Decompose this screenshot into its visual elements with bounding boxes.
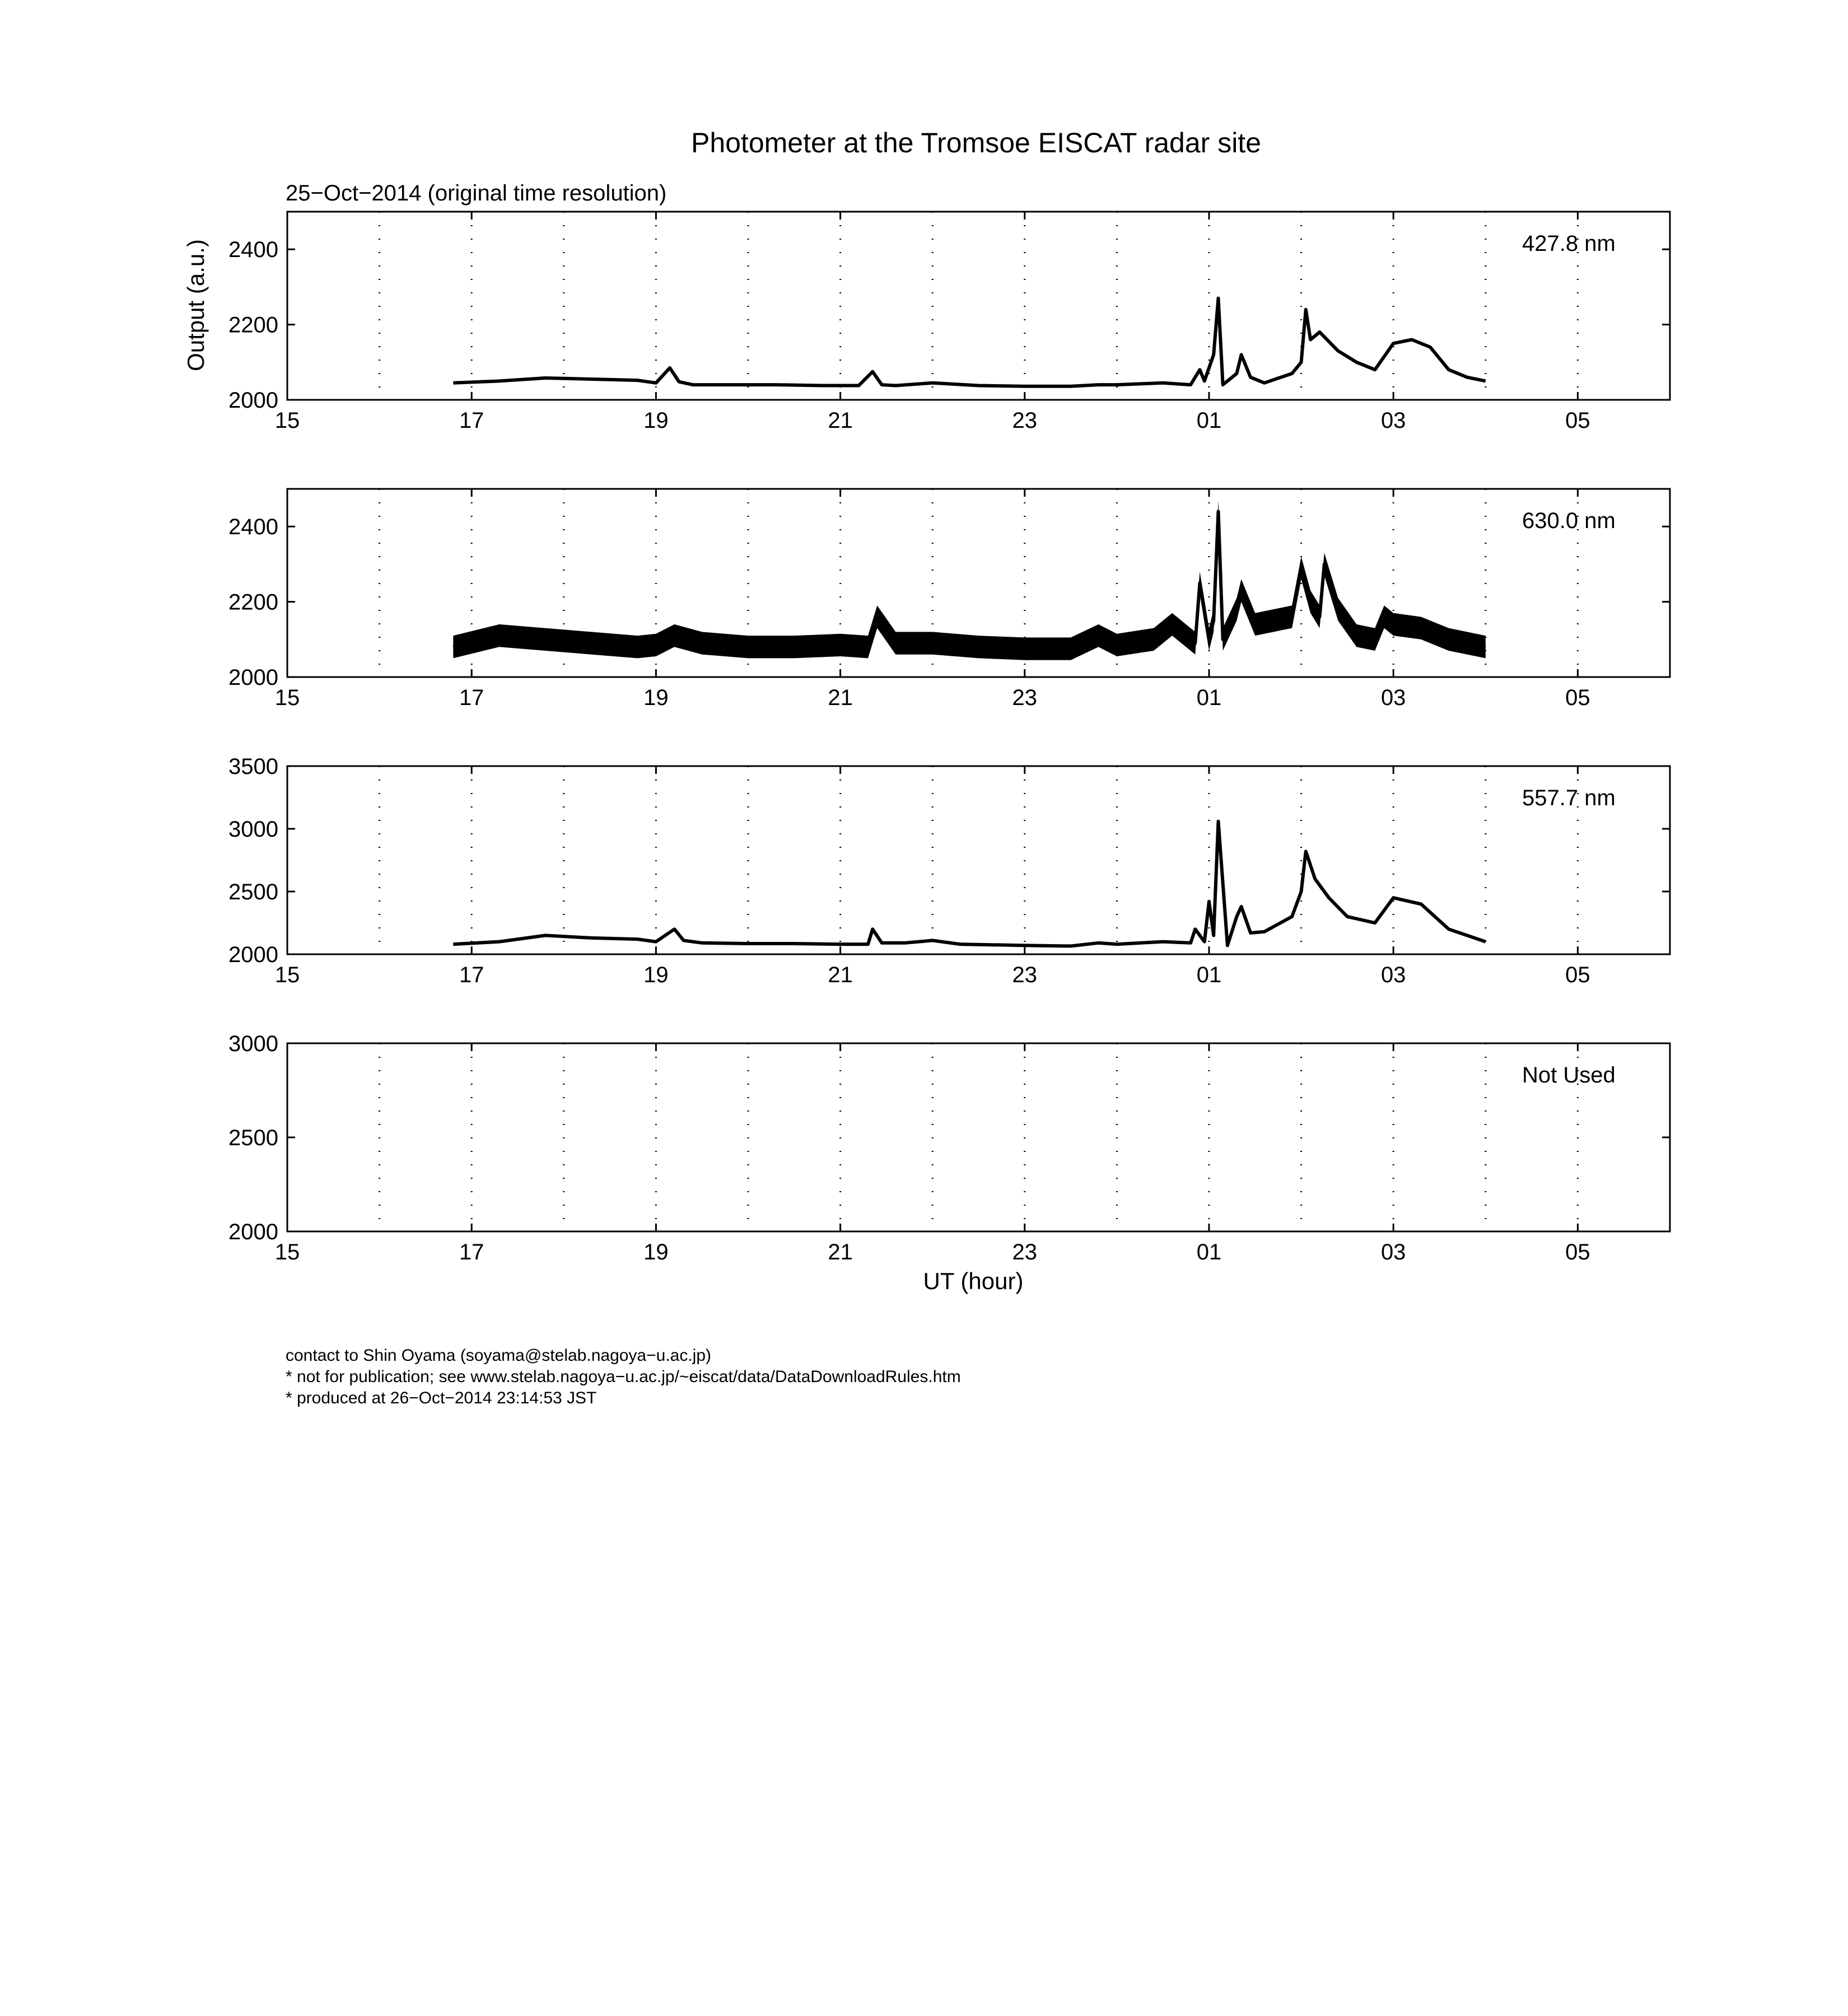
y-tick-label: 2000	[228, 942, 278, 967]
x-tick-label: 19	[643, 408, 669, 433]
x-tick-label: 21	[828, 1240, 853, 1264]
x-tick-label: 17	[459, 963, 484, 987]
series-label: 427.8 nm	[1522, 231, 1616, 256]
x-tick-label: 17	[459, 408, 484, 433]
y-tick-label: 3500	[228, 754, 278, 779]
x-tick-label: 03	[1380, 963, 1406, 987]
y-tick-label: 2000	[228, 388, 278, 413]
x-tick-label: 17	[459, 1240, 484, 1264]
figure-title: Photometer at the Tromsoe EISCAT radar site	[690, 127, 1262, 158]
axes-frame	[287, 212, 1670, 400]
x-tick-label: 03	[1380, 685, 1406, 710]
y-tick-label: 2000	[228, 1220, 278, 1244]
footer-notes	[286, 1346, 961, 1407]
y-tick-label: 2400	[228, 515, 278, 540]
y-tick-label: 2400	[228, 237, 278, 263]
y-tick-label: 2000	[228, 665, 278, 690]
x-tick-label: 01	[1196, 685, 1222, 710]
x-tick-label: 23	[1012, 1240, 1038, 1264]
x-tick-label: 15	[274, 1240, 300, 1264]
y-tick-label: 2500	[228, 1126, 278, 1150]
panel-1	[228, 212, 1670, 433]
x-tick-label: 21	[828, 408, 853, 433]
y-tick-label: 2200	[228, 590, 278, 615]
x-tick-label: 05	[1565, 963, 1590, 987]
footer-produced-at: * produced at 26−Oct−2014 23:14:53 JST	[286, 1389, 597, 1407]
axes-frame	[287, 766, 1670, 954]
panel-4	[228, 1032, 1670, 1264]
y-tick-label: 2200	[228, 312, 278, 338]
series-label: Not Used	[1522, 1063, 1616, 1088]
x-tick-label: 23	[1012, 408, 1038, 433]
axes-frame	[287, 1043, 1670, 1231]
x-tick-label: 01	[1196, 408, 1222, 433]
x-tick-label: 01	[1196, 963, 1222, 987]
series-line	[453, 298, 1486, 386]
x-tick-label: 03	[1380, 1240, 1406, 1264]
panel-3	[228, 754, 1670, 987]
x-tick-label: 19	[643, 1240, 669, 1264]
x-tick-label: 15	[274, 685, 300, 710]
x-tick-label: 15	[274, 408, 300, 433]
x-tick-label: 17	[459, 685, 484, 710]
x-tick-label: 23	[1012, 685, 1038, 710]
x-tick-label: 03	[1380, 408, 1406, 433]
x-tick-label: 19	[643, 685, 669, 710]
series-label: 630.0 nm	[1522, 508, 1616, 533]
x-tick-label: 15	[274, 963, 300, 987]
series-line	[453, 822, 1486, 946]
x-tick-label: 23	[1012, 963, 1038, 987]
series-label: 557.7 nm	[1522, 786, 1616, 810]
x-axis-label: UT (hour)	[923, 1268, 1024, 1294]
y-axis-label: Output (a.u.)	[183, 239, 209, 371]
footer-publication-note: * not for publication; see www.stelab.nagoya−u.ac.jp/~eiscat/data/DataDownloadRules.htm	[286, 1368, 961, 1386]
y-tick-label: 3000	[228, 1032, 278, 1056]
x-tick-label: 21	[828, 685, 853, 710]
x-tick-label: 05	[1565, 1240, 1590, 1264]
y-tick-label: 3000	[228, 817, 278, 842]
x-tick-label: 19	[643, 963, 669, 987]
x-tick-label: 05	[1565, 408, 1590, 433]
x-tick-label: 01	[1196, 1240, 1222, 1264]
footer-contact: contact to Shin Oyama (soyama@stelab.nagoya−u.ac.jp)	[286, 1346, 712, 1365]
panel-2	[228, 489, 1670, 710]
series-line	[453, 511, 1486, 648]
y-tick-label: 2500	[228, 880, 278, 904]
panels	[228, 212, 1670, 1264]
figure-subtitle: 25−Oct−2014 (original time resolution)	[286, 181, 667, 206]
x-tick-label: 21	[828, 963, 853, 987]
x-tick-label: 05	[1565, 685, 1590, 710]
